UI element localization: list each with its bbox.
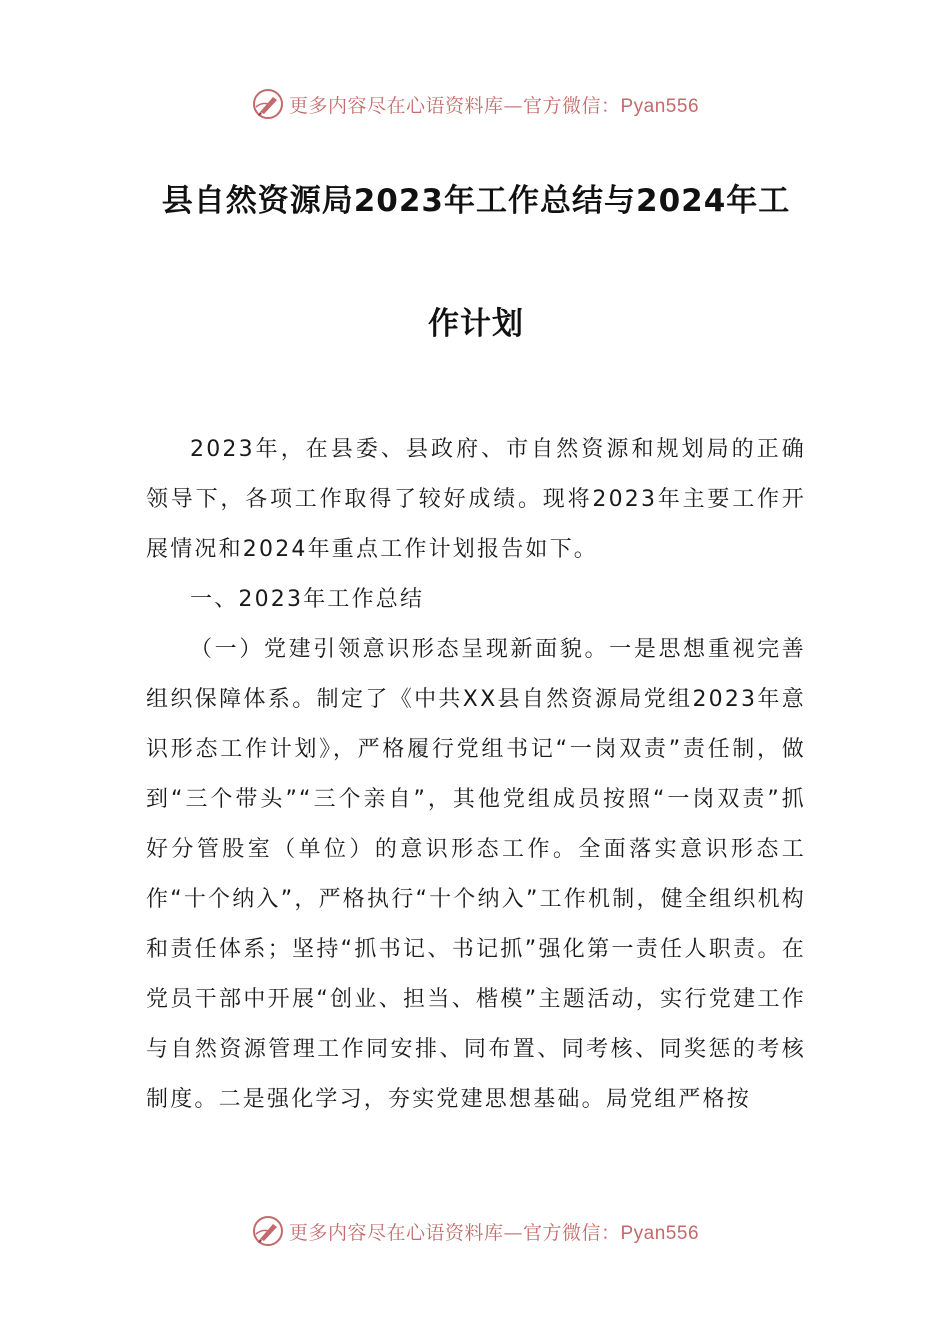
- pen-logo-icon: [251, 87, 285, 121]
- section-heading: 一、2023年工作总结: [190, 587, 425, 612]
- document-body: [146, 425, 806, 1125]
- paragraph-intro: 2023年，在县委、县政府、市自然资源和规划局的正确领导下，各项工作取得了较好成绩。现将2023年主要工作开展情况和2024年重点工作计划报告如下。: [146, 437, 806, 562]
- pen-logo-icon: [251, 1214, 285, 1248]
- paragraph-party-building: （一）党建引领意识形态呈现新面貌。一是思想重视完善组织保障体系。制定了《中共XX县自然资源局党组2023年意识形态工作计划》，严格履行党组书记“一岗双责”责任制，做到“三个带头”“三个亲自”，其他党组成员按照“一岗双责”抓好分管股室（单位）的意识形态工作。全面落实意识形态工作“十个纳入”，严格执行“十个纳入”工作机制，健全组织机构和责任体系；坚持“抓书记、书记抓”强化第一责任人职责。在党员干部中开展“创业、担当、楷模”主题活动，实行党建工作与自然资源管理工作同安排、同布置、同考核、同奖惩的考核制度。二是强化学习，夯实党建思想基础。局党组严格按: [146, 637, 806, 1112]
- watermark-text: 更多内容尽在心语资料库—官方微信：Pyan556: [288, 94, 700, 117]
- watermark-banner-top: [0, 84, 950, 124]
- watermark-text: 更多内容尽在心语资料库—官方微信：Pyan556: [288, 1221, 700, 1244]
- watermark-banner-bottom: [0, 1211, 950, 1251]
- document-title-line-1: 县自然资源局2023年工作总结与2024年工: [161, 183, 791, 219]
- document-title-line-2: 作计划: [428, 306, 524, 342]
